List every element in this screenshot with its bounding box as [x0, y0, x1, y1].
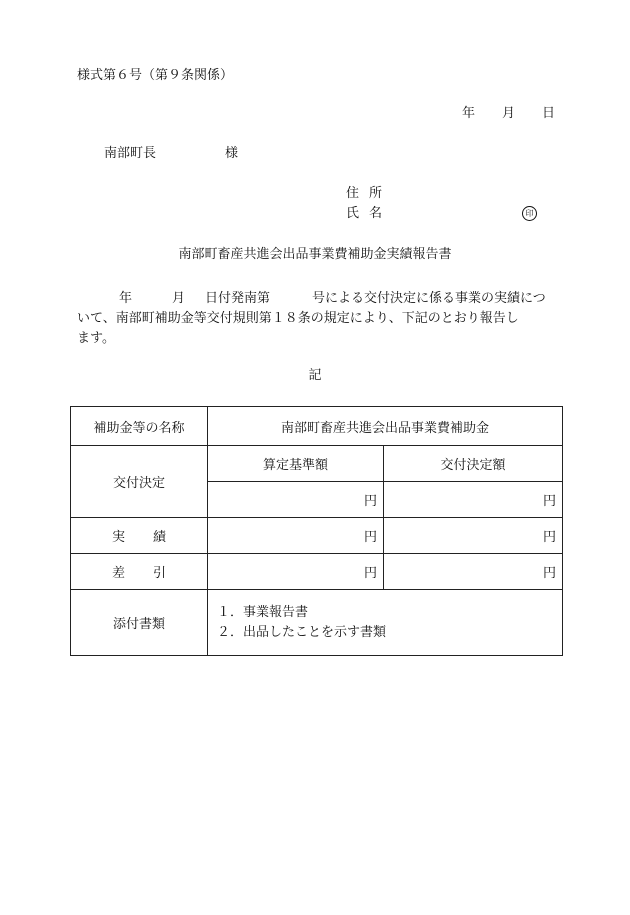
body-day-ref: 日付発南第 — [205, 291, 271, 306]
subsidy-name-value: 南部町畜産共進会出品事業費補助金 — [208, 407, 563, 446]
name-label-b: 名 — [369, 206, 383, 221]
date-month-label: 月 — [502, 106, 516, 121]
actual-label-a: 実 — [111, 530, 125, 545]
decision-base-yen: 円 — [208, 482, 384, 518]
difference-label — [71, 554, 208, 590]
body-line-3: ます。 — [77, 331, 115, 346]
document-title: 南部町畜産共進会出品事業費補助金実績報告書 — [178, 247, 452, 262]
body-text — [77, 289, 557, 349]
ki-heading: 記 — [308, 368, 322, 383]
honorific: 様 — [225, 146, 239, 161]
address-label-b: 所 — [369, 186, 383, 201]
address-label-a: 住 — [346, 186, 360, 201]
body-year: 年 — [119, 291, 133, 306]
date-year-label: 年 — [462, 106, 476, 121]
difference-label-b: 引 — [153, 566, 167, 581]
name-label-a: 氏 — [346, 206, 360, 221]
base-amount-header: 算定基準額 — [208, 446, 384, 482]
name-label — [346, 207, 382, 220]
actual-label — [71, 518, 208, 554]
decision-amount-yen: 円 — [384, 482, 563, 518]
body-line1-rest: 号による交付決定に係る事業の実績につ — [312, 291, 546, 306]
attachment-item-2: ２．出品したことを示す書類 — [217, 624, 387, 640]
attachments-list — [208, 590, 563, 656]
actual-decision-yen: 円 — [384, 518, 563, 554]
actual-label-b: 績 — [153, 530, 167, 545]
form-number: 様式第６号（第９条関係） — [77, 68, 234, 83]
report-table — [70, 406, 563, 656]
addressee: 南部町長 — [104, 146, 157, 161]
body-month: 月 — [172, 291, 186, 306]
body-line-1 — [87, 289, 557, 309]
address-label — [346, 187, 382, 200]
seal-mark: 印 — [522, 206, 537, 221]
actual-base-yen: 円 — [208, 518, 384, 554]
subsidy-name-label: 補助金等の名称 — [71, 407, 208, 446]
date-day-label: 日 — [542, 106, 556, 121]
difference-base-yen: 円 — [208, 554, 384, 590]
body-line-2: いて、南部町補助金等交付規則第１８条の規定により、下記のとおり報告し — [77, 311, 519, 326]
difference-label-a: 差 — [111, 566, 125, 581]
attachment-item-1: １．事業報告書 — [217, 604, 309, 620]
decision-amount-header: 交付決定額 — [384, 446, 563, 482]
difference-decision-yen: 円 — [384, 554, 563, 590]
decision-label: 交付決定 — [71, 446, 208, 518]
attachments-label: 添付書類 — [71, 590, 208, 656]
